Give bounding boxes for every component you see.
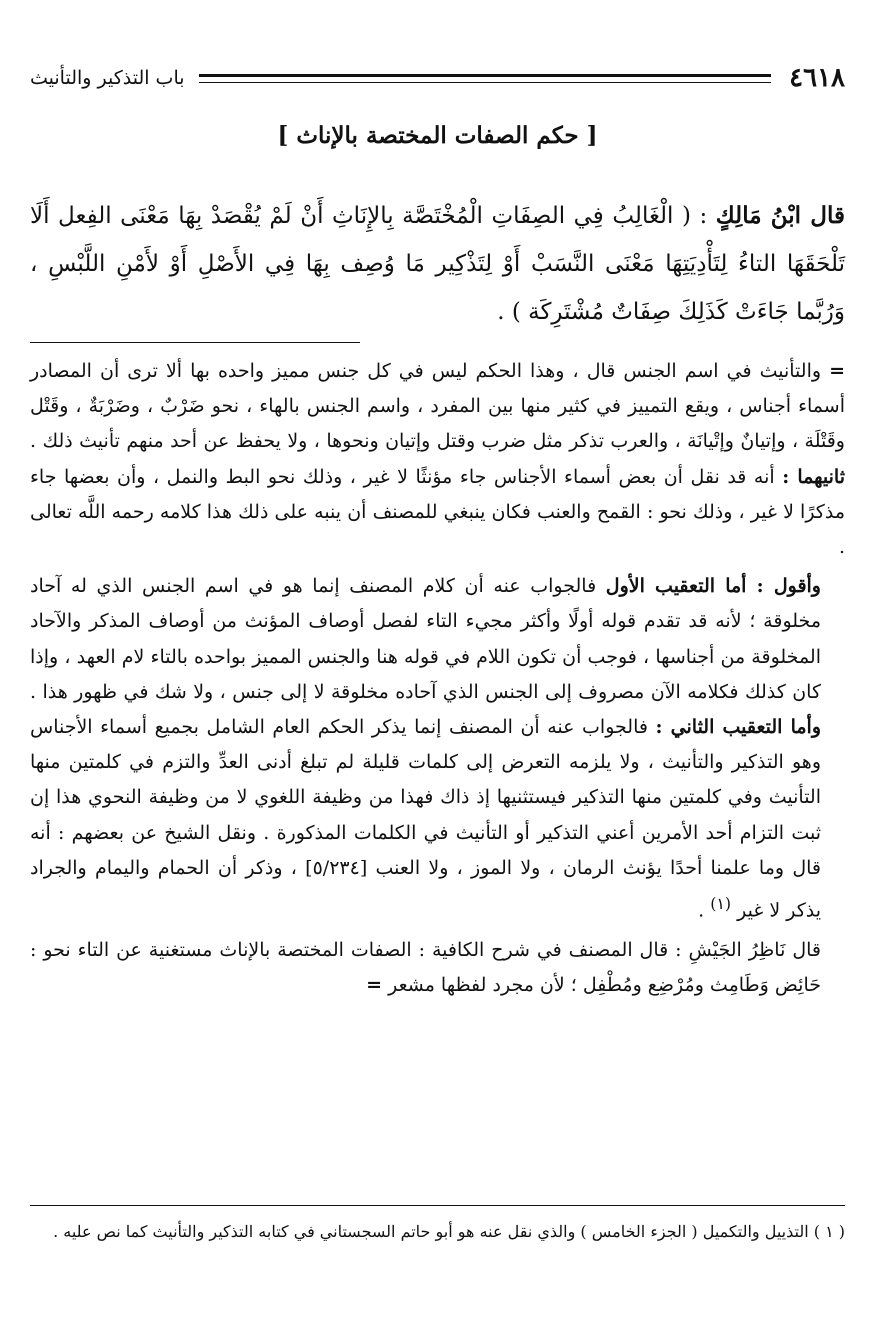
- continuation-mark: =: [829, 360, 845, 382]
- header-rule: [199, 74, 772, 83]
- commentary-body: [30, 354, 845, 1003]
- paragraph-2-second-label: وأما التعقيب الثاني :: [655, 716, 821, 739]
- running-header: [30, 58, 845, 98]
- paragraph-2-lead: وأقول : أما التعقيب الأول: [605, 575, 821, 598]
- paragraph-2: [30, 569, 845, 928]
- paragraph-3-speaker: قال نَاظِرُ الجَيْشِ :: [675, 938, 821, 961]
- footnote-reference: (١): [710, 894, 732, 914]
- footnote: ( ١ ) التذييل والتكميل ( الجزء الخامس ) والذي نقل عنه هو أبو حاتم السجستاني في كتابه التذكير والتأنيث كما نص عليه .: [53, 1222, 845, 1241]
- document-page: [30, 0, 845, 1343]
- matn-body: : ( الْغَالِبُ فِي الصِفَاتِ الْمُخْتَصَّة بِالإِنَاثِ أَنْ لَمْ يُقْصَدْ بِهَا مَعْنَى الفِعل أَلَا تَلْحَقَهَا التاءُ لِتَأْدِيَتِهَا مَعْنَى النَّسَبْ أَوْ لِتَذْكِير مَا وُصِف بِهَا فِي الأَصْلِ أَوْ لأَمْنِ اللَّبْسِ ، وَرُبَّما جَاءَتْ كَذَلِكَ صِفَاتٌ مُشْتَرِكَة ) .: [30, 203, 845, 325]
- paragraph-1-part-1: والتأنيث في اسم الجنس قال ، وهذا الحكم ليس في كل جنس مميز واحده بها ألا ترى أن المصادر أسماء أجناس ، ويقع التمييز في كثير منها بين المفرد ، واسم الجنس بالهاء ، نحو ضَرْبٌ ، وضَرْبَةٌ ، وقَتْل وقَتْلَة ، وإتيانٌ وإتْيانَة ، والعرب تذكر مثل ضرب وقتل وإتيان ونحوها ، ولا يحفظ عن أحد منهم تأنيث ذلك .: [30, 360, 845, 453]
- paragraph-2-part-1: فالجواب عنه أن كلام المصنف إنما هو في اسم الجنس الذي له آحاد مخلوقة ؛ لأنه قد تقدم قوله أولًا وأكثر مجيء التاء لفصل أوصاف المؤنث من أوصاف المذكر والآحاد المخلوقة من أجناسها ، فوجب أن تكون اللام في قوله هنا والجنس المميز بواحده بالتاء لام العهد ، وإذا كان كذلك فكلامه الآن مصروف إلى الجنس الذي آحاده مخلوقة لا إلى جنس ، ولا شك في ظهور هذا .: [30, 575, 821, 703]
- continuation-mark-end: =: [366, 973, 383, 996]
- footnote-separator: [30, 1205, 845, 1206]
- paragraph-3-text: قال المصنف في شرح الكافية : الصفات المختصة بالإناث مستغنية عن التاء نحو : حَائِض وَطَامِث ومُرْضِع ومُطْفِل ؛ لأن مجرد لفظها مشعر: [30, 938, 821, 996]
- matn-text: [30, 192, 845, 336]
- matn-separator: [30, 342, 360, 343]
- paragraph-1-part-2: أنه قد نقل أن بعض أسماء الأجناس جاء مؤنثًا لا غير ، وذلك نحو البط والنمل ، وأن بعضها جاء مذكرًا لا غير ، وذلك نحو : القمح والعنب فكان ينبغي للمصنف أن ينبه على ذلك هذا كلامه رحمه اللَّه تعالى .: [30, 465, 845, 559]
- chapter-title: باب التذكير والتأنيث: [30, 67, 185, 89]
- paragraph-2-part-2: فالجواب عنه أن المصنف إنما يذكر الحكم العام الشامل بجميع أسماء الأجناس وهو التذكير والتأنيث ، ولا يلزمه التعرض إلى كلمات قليلة لم تبلغ أدنى العدِّ والتزم في كلمتين منها التأنيث وفي كلمتين منها التذكير فيستثنيها إذ ذاك فهذا من وظيفة اللغوي لا من وظيفة النحوي هذا إن ثبت التزام أحد الأمرين أعني التذكير أو التأنيث في الكلمات المذكورة . ونقل الشيخ عن بعضهم : أنه قال وما علمنا أحدًا يؤنث الرمان ، ولا الموز ، ولا العنب [٥/٢٣٤] ، وذكر أن الحمام واليمام والجراد يذكر لا غير: [30, 716, 821, 922]
- paragraph-1-second-label: ثانيهما :: [782, 465, 845, 488]
- paragraph-2-end: .: [698, 899, 705, 922]
- section-heading: [ حكم الصفات المختصة بالإناث ]: [277, 122, 598, 149]
- matn-speaker: قال ابْنُ مَالِكٍ: [715, 202, 846, 229]
- paragraph-3: [30, 933, 845, 1003]
- paragraph-1: [30, 354, 845, 565]
- page-number: ٤٦١٨: [789, 63, 845, 93]
